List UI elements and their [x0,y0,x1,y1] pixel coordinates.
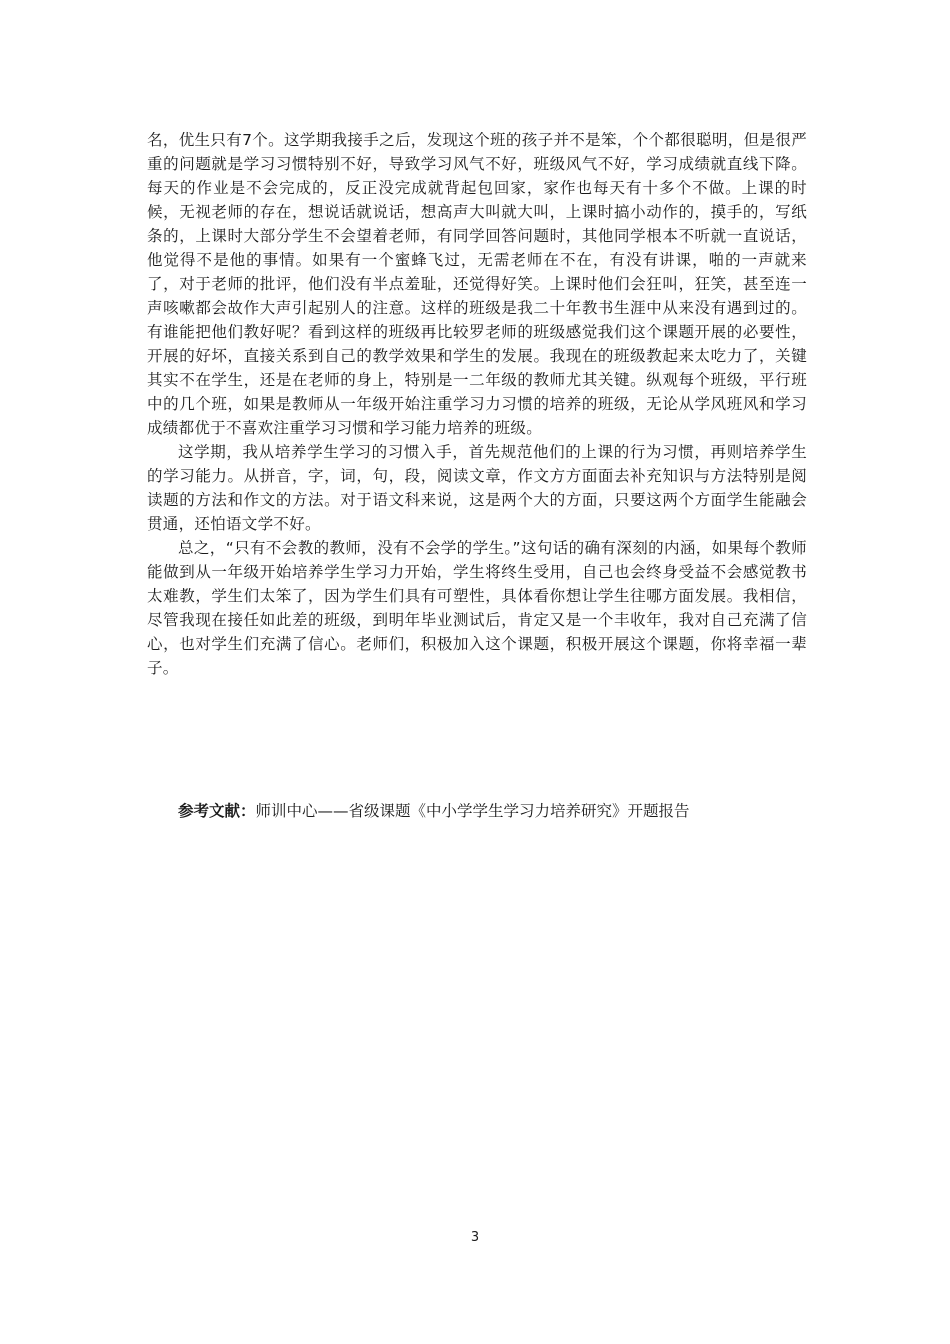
paragraph-conclusion: 总之，“只有不会教的教师，没有不会学的学生。”这句话的确有深刻的内涵，如果每个教师能做到从一年级开始培养学生学习力开始，学生将终生受用，自己也会终身受益不会感觉教书太难教，学生们太笨了，因为学生们具有可塑性，具体看你想让学生往哪方面发展。我相信，尽管我现在接任如此差的班级，到明年毕业测试后，肯定又是一个丰收年，我对自己充满了信心，也对学生们充满了信心。老师们，积极加入这个课题，积极开展这个课题，你将幸福一辈子。 [147,539,807,677]
reference-label: 参考文献： [178,802,256,820]
reference-text: 师训中心——省级课题《中小学学生学习力培养研究》开题报告 [255,802,690,820]
paragraph-learning-habits: 这学期，我从培养学生学习的习惯入手，首先规范他们的上课的行为习惯，再则培养学生的学习能力。从拼音，字，词，句，段，阅读文章，作文方方面面去补充知识与方法特别是阅读题的方法和作文的方法。对于语文科来说，这是两个大的方面，只要这两个方面学生能融会贯通，还怕语文学不好。 [147,443,807,533]
reference [178,799,818,823]
body-text [147,128,807,680]
paragraph-continuation: 名，优生只有7个。这学期我接手之后，发现这个班的孩子并不是笨，个个都很聪明，但是很严重的问题就是学习习惯特别不好，导致学习风气不好，班级风气不好，学习成绩就直线下降。每天的作业是不会完成的，反正没完成就背起包回家，家作也每天有十多个不做。上课的时候，无视老师的存在，想说话就说话，想高声大叫就大叫，上课时搞小动作的，摸手的，写纸条的，上课时大部分学生不会望着老师，有同学回答问题时，其他同学根本不听就一直说话，他觉得不是他的事情。如果有一个蜜蜂飞过，无需老师在不在，有没有讲课，啪的一声就来了，对于老师的批评，他们没有半点羞耻，还觉得好笑。上课时他们会狂叫，狂笑，甚至连一声咳嗽都会故作大声引起别人的注意。这样的班级是我二十年教书生涯中从来没有遇到过的。有谁能把他们教好呢？看到这样的班级再比较罗老师的班级感觉我们这个课题开展的必要性，开展的好坏，直接关系到自己的教学效果和学生的发展。我现在的班级教起来太吃力了，关键其实不在学生，还是在老师的身上，特别是一二年级的教师尤其关键。纵观每个班级，平行班中的几个班，如果是教师从一年级开始注重学习力习惯的培养的班级，无论从学风班风和学习成绩都优于不喜欢注重学习习惯和学习能力培养的班级。 [147,131,807,437]
page-number: 3 [470,1230,480,1245]
